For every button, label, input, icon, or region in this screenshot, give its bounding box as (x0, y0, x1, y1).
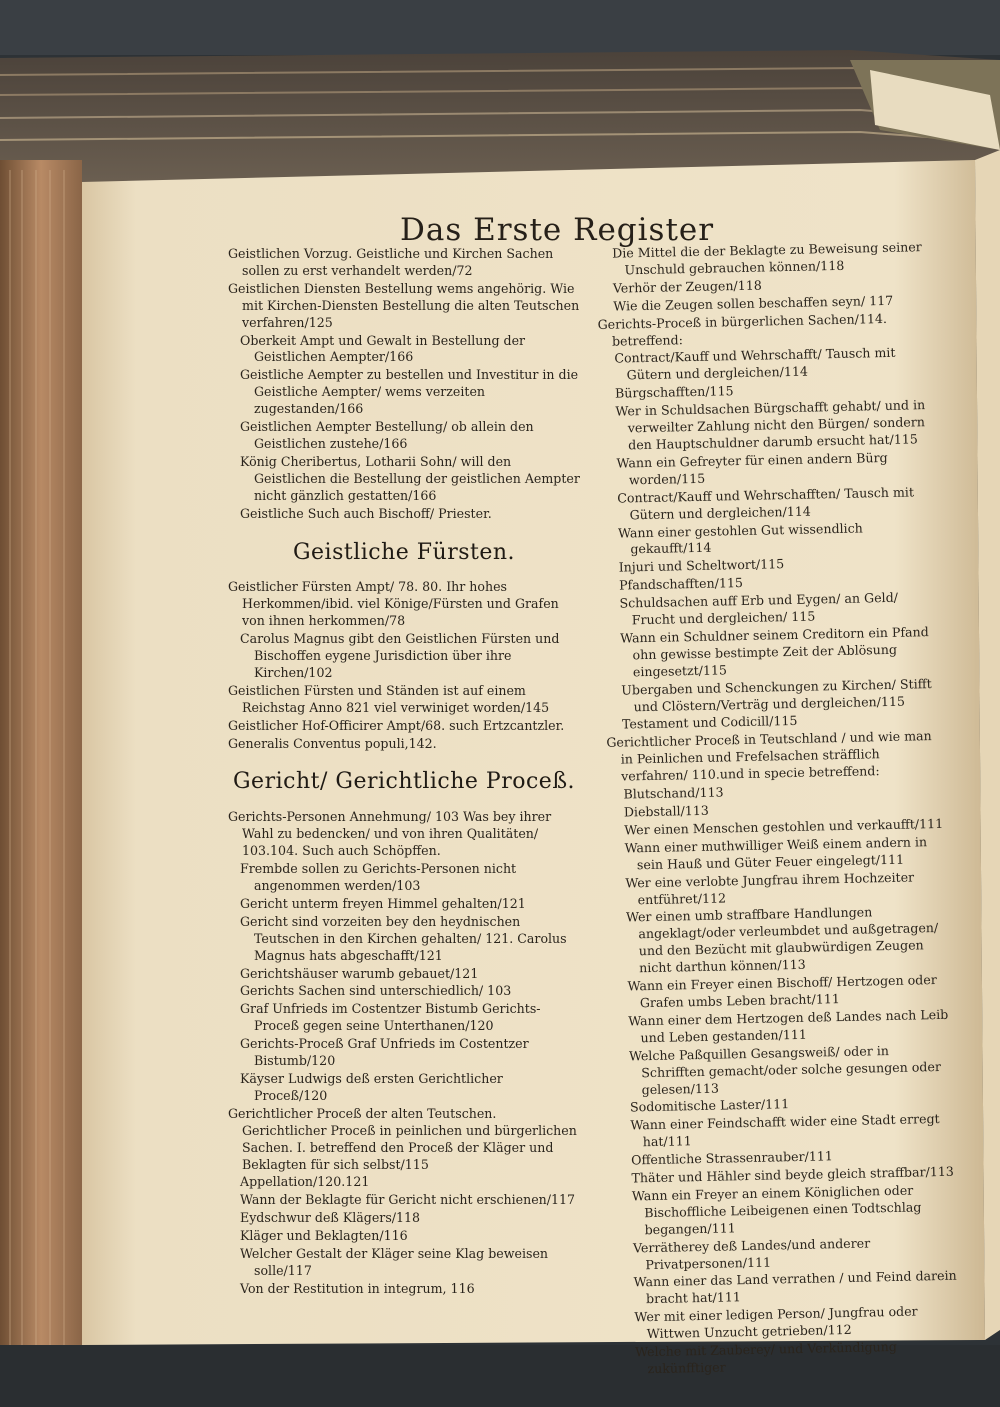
index-entry: Geistlichen Vorzug. Geistliche und Kirchen Sachen sollen zu erst verhandelt werden/72 (228, 246, 554, 278)
index-entry: Gericht unterm freyen Himmel gehalten/121 (240, 895, 526, 911)
section-heading-gericht: Gericht/ Gerichtliche Proceß. (232, 769, 576, 795)
index-entry: Kläger und Beklagten/116 (240, 1228, 408, 1244)
index-entry: Geistlichen Aempter Bestellung/ ob allein den Geistlichen zustehe/166 (240, 419, 534, 451)
index-entry: Wer einen Menschen gestohlen und verkaufft/111 (624, 815, 944, 838)
index-entry: Oberkeit Ampt und Gewalt in Bestellung der Geistlichen Aempter/166 (240, 332, 526, 365)
index-entry: Welche Paßquillen Gesangsweiß/ oder in Schrifften gemacht/oder solche gesungen oder gelesen/113 (628, 1042, 942, 1097)
section-heading-geistliche-fuersten: Geistliche Fürsten. (292, 539, 516, 565)
index-entry: Carolus Magnus gibt den Geistlichen Fürsten und Bischoffen eygene Jurisdiction über ihre Kirchen/102 (240, 631, 560, 680)
index-entry: Wer mit einer ledigen Person/ Jungfrau oder Wittwen Unzucht getrieben/112 (634, 1303, 918, 1342)
index-entry: Geistliche Aempter zu bestellen und Investitur in die Geistliche Aempter/ wems verzeiten zugestanden/166 (240, 367, 579, 417)
index-entry: Wann einer dem Hertzogen deß Landes nach Leib und Leben gestanden/111 (628, 1006, 949, 1046)
right-column (596, 239, 960, 1380)
index-entry: Geistlicher Hof-Officirer Ampt/68. such Ertzcantzler. (228, 717, 565, 733)
index-entry: Wann ein Gefreyter für einen andern Bürg worden/115 (616, 449, 888, 488)
index-entry: Bürgschafften/115 (614, 383, 734, 401)
index-entry: Welche mit Zauberey/ und Verkündigung zukünfftiger (635, 1339, 898, 1377)
index-entry: Wann ein Freyer an einem Königlichen oder Bischoffliche Leibeigenen einen Todtschlag begangen/111 (631, 1182, 922, 1237)
index-entry: Gerichtlicher Proceß der alten Teutschen. Gerichtlicher Proceß in peinlichen und bürgerlichen Sachen. I. betreffend den Proceß der Kläger und Beklagten für sich selbst/115 (228, 1105, 577, 1172)
index-entry: Wann einer gestohlen Gut wissendlich gekaufft/114 (617, 519, 863, 557)
index-entry: Die Mittel die der Beklagte zu Beweisung seiner Unschuld gebrauchen können/118 (611, 239, 922, 278)
index-entry: Gerichts-Personen Annehmung/ 103 Was bey ihrer Wahl zu bedencken/ und von ihren Qualitäten/ 103.104. Such auch Schöpffen. (228, 809, 552, 859)
index-entry: Testament und Codicill/115 (621, 713, 798, 733)
index-entry: Gerichts-Proceß in bürgerlichen Sachen/114. betreffend: (597, 310, 888, 349)
index-entry: Wer eine verlobte Jungfrau ihrem Hochzeiter entführet/112 (625, 869, 915, 907)
index-entry: Wann einer Feindschafft wider eine Stadt erregt hat/111 (630, 1111, 940, 1150)
index-entry: Eydschwur deß Klägers/118 (240, 1210, 421, 1226)
index-entry: Gerichts Sachen sind unterschiedlich/ 103 (240, 983, 512, 999)
index-entry: Wer einen umb straffbare Handlungen angeklagt/oder verleumbdet und außgetragen/ und den Bezücht mit glaubwürdigen Zeugen nicht darthun können/113 (625, 904, 939, 976)
index-entry: Käyser Ludwigs deß ersten Gerichtlicher Proceß/120 (240, 1070, 503, 1103)
index-entry: Schuldsachen auff Erb und Eygen/ an Geld/ Frucht und dergleichen/ 115 (619, 589, 899, 628)
index-entry: Appellation/120.121 (240, 1174, 370, 1190)
index-entry: Wann ein Freyer einen Bischoff/ Hertzogen oder Grafen umbs Leben bracht/111 (627, 972, 937, 1011)
index-entry: Geistlichen Fürsten und Ständen ist auf einem Reichstag Anno 821 viel verwiniget worden/145 (228, 682, 550, 715)
index-entry: Von der Restitution in integrum, 116 (240, 1280, 475, 1296)
index-entry: Geistlichen Diensten Bestellung wems angehörig. Wie mit Kirchen-Diensten Bestellung die alten Teutschen verfahren/125 (228, 280, 580, 330)
index-entry: Gerichts-Proceß Graf Unfrieds im Costentzer Bistumb/120 (240, 1036, 529, 1069)
page-title: Das Erste Register (400, 212, 715, 248)
index-entry: Geistlicher Fürsten Ampt/ 78. 80. Ihr hohes Herkommen/ibid. viel Könige/Fürsten und Grafen von ihnen herkommen/78 (228, 579, 559, 629)
index-entry: Injuri und Scheltwort/115 (618, 556, 785, 575)
index-entry: Verhör der Zeugen/118 (612, 277, 762, 296)
index-entry: Geistliche Such auch Bischoff/ Priester. (240, 505, 492, 521)
index-entry: Contract/Kauff und Wehrschafft/ Tausch mit Gütern und dergleichen/114 (614, 345, 896, 383)
index-entry: Wann der Beklagte für Gericht nicht erschienen/117 (240, 1192, 576, 1208)
index-entry: Ubergaben und Schenckungen zu Kirchen/ Stifft und Clöstern/Verträg und dergleichen/115 (621, 675, 932, 714)
index-entry: Wann einer das Land verrathen / und Feind darein bracht hat/111 (633, 1268, 957, 1307)
index-entry: Diebstall/113 (623, 802, 710, 820)
index-entry: Sodomitische Laster/111 (629, 1096, 790, 1115)
left-column (228, 246, 580, 1299)
index-entry: Wann einer muthwilliger Weiß einem andern in sein Hauß und Güter Feuer eingelegt/111 (624, 834, 928, 872)
index-entry: Contract/Kauff und Wehrschafften/ Tausch mit Gütern und dergleichen/114 (617, 484, 915, 522)
index-entry: König Cheribertus, Lotharii Sohn/ will den Geistlichen die Bestellung der geistlichen Aempter nicht gänzlich gestatten/166 (240, 453, 580, 503)
index-entry: Frembde sollen zu Gerichts-Personen nicht angenommen werden/103 (240, 861, 517, 893)
index-entry: Pfandschafften/115 (618, 575, 744, 593)
index-entry: Wann ein Schuldner seinem Creditorn ein Pfand ohn gewisse bestimpte Zeit der Ablösung eingesetzt/115 (620, 624, 929, 680)
index-entry: Wie die Zeugen sollen beschaffen seyn/ 117 (613, 292, 894, 314)
index-entry: Offentliche Strassenrauber/111 (630, 1148, 833, 1168)
index-entry: Gerichtlicher Proceß in Teutschland / und wie man in Peinlichen und Frefelsachen sträfflich verfahren/ 110.und in specie betreffend: (606, 728, 932, 784)
index-entry: Blutschand/113 (623, 784, 724, 802)
index-entry: Generalis Conventus populi,142. (228, 735, 437, 751)
index-entry: Graf Unfrieds im Costentzer Bistumb Gerichts-Proceß gegen seine Unterthanen/120 (240, 1001, 541, 1034)
index-entry: Welcher Gestalt der Kläger seine Klag beweisen solle/117 (240, 1246, 549, 1278)
index-entry: Gerichtshäuser warumb gebauet/121 (240, 965, 479, 981)
index-entry: Thäter und Hähler sind beyde gleich straffbar/113 (631, 1163, 954, 1186)
index-entry: Wer in Schuldsachen Bürgschafft gehabt/ und in verweilter Zahlung nicht den Bürgen/ sondern den Hauptschuldner darumb ersucht hat/115 (615, 397, 926, 453)
index-entry: Verrätherey deß Landes/und anderer Privatpersonen/111 (632, 1235, 871, 1272)
index-entry: Gericht sind vorzeiten bey den heydnischen Teutschen in den Kirchen gehalten/ 121. Carolus Magnus hats abgeschafft/121 (240, 913, 567, 963)
